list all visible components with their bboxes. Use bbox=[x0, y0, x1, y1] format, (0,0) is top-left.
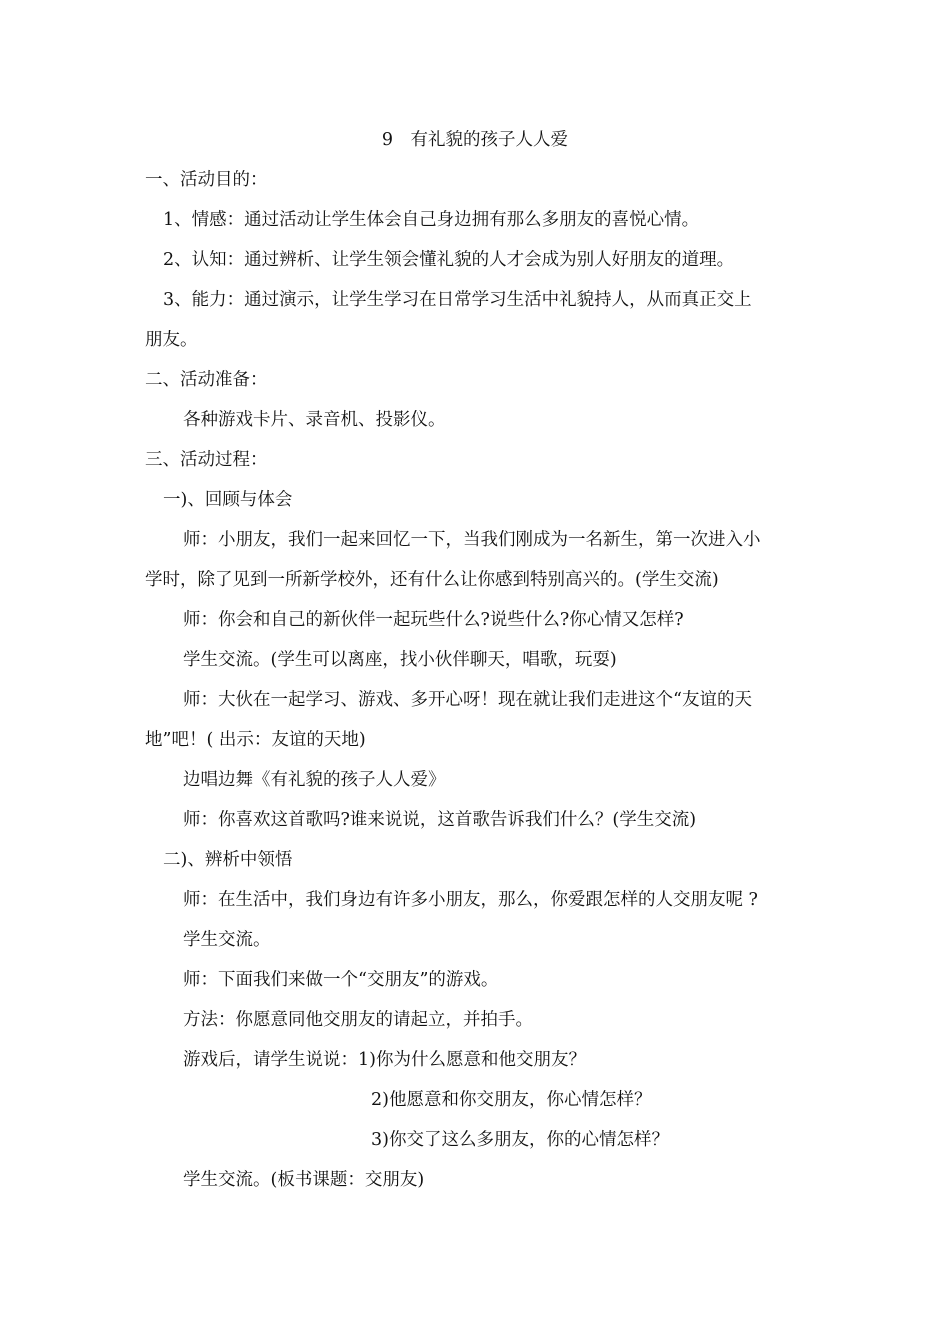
paragraph-line: 学生交流。 bbox=[183, 930, 271, 950]
paragraph-line: 2、认知：通过辨析、让学生领会懂礼貌的人才会成为别人好朋友的道理。 bbox=[163, 250, 735, 270]
question-line: 3)你交了这么多朋友，你的心情怎样？ bbox=[371, 1130, 669, 1150]
subsection-heading-review: 一)、回顾与体会 bbox=[163, 490, 293, 510]
paragraph-line: 师：小朋友，我们一起来回忆一下，当我们刚成为一名新生，第一次进入小 bbox=[183, 530, 761, 550]
paragraph-line: 1、情感：通过活动让学生体会自己身边拥有那么多朋友的喜悦心情。 bbox=[163, 210, 700, 230]
section-heading-process: 三、活动过程： bbox=[145, 450, 268, 470]
paragraph-line: 学生交流。(学生可以离座，找小伙伴聊天，唱歌，玩耍) bbox=[183, 650, 617, 670]
section-heading-preparation: 二、活动准备： bbox=[145, 370, 268, 390]
paragraph-line: 师：你会和自己的新伙伴一起玩些什么?说些什么?你心情又怎样? bbox=[183, 610, 684, 630]
paragraph-line: 师：在生活中，我们身边有许多小朋友，那么，你爱跟怎样的人交朋友呢 ? bbox=[183, 890, 758, 910]
question-line: 2)他愿意和你交朋友，你心情怎样？ bbox=[371, 1090, 652, 1110]
paragraph-line: 学生交流。(板书课题：交朋友) bbox=[183, 1170, 425, 1190]
paragraph-line: 方法：你愿意同他交朋友的请起立，并拍手。 bbox=[183, 1010, 533, 1030]
document-title: 9 有礼貌的孩子人人爱 bbox=[381, 130, 569, 150]
paragraph-line: 3、能力：通过演示，让学生学习在日常学习生活中礼貌持人，从而真正交上 bbox=[163, 290, 752, 310]
paragraph-line: 游戏后，请学生说说：1)你为什么愿意和他交朋友？ bbox=[183, 1050, 586, 1070]
paragraph-line: 学时，除了见到一所新学校外，还有什么让你感到特别高兴的。(学生交流) bbox=[145, 570, 719, 590]
paragraph-line: 师：大伙在一起学习、游戏、多开心呀！现在就让我们走进这个“友谊的天 bbox=[183, 690, 752, 710]
paragraph-line: 边唱边舞《有礼貌的孩子人人爱》 bbox=[183, 770, 446, 790]
section-heading-objectives: 一、活动目的： bbox=[145, 170, 268, 190]
paragraph-line: 师：你喜欢这首歌吗?谁来说说，这首歌告诉我们什么？(学生交流) bbox=[183, 810, 697, 830]
subsection-heading-analysis: 二)、辨析中领悟 bbox=[163, 850, 293, 870]
paragraph-line: 朋友。 bbox=[145, 330, 198, 350]
paragraph-line: 地”吧！( 出示：友谊的天地) bbox=[145, 730, 366, 750]
paragraph-line: 各种游戏卡片、录音机、投影仪。 bbox=[183, 410, 446, 430]
paragraph-line: 师：下面我们来做一个“交朋友”的游戏。 bbox=[183, 970, 499, 990]
